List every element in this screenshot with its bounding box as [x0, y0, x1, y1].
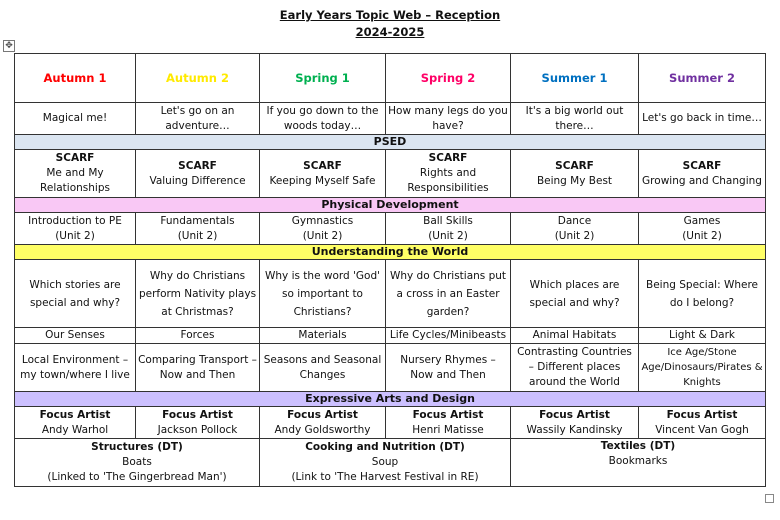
term-header-row — [15, 54, 766, 103]
artist-cell — [15, 407, 136, 439]
artist-name: Vincent Van Gogh — [655, 423, 749, 436]
pe-cell — [260, 213, 386, 245]
psed-title: SCARF — [55, 152, 95, 164]
artist-name: Henri Matisse — [412, 423, 484, 436]
term-label: Summer 1 — [541, 70, 608, 85]
artist-name: Wassily Kandinsky — [526, 423, 623, 436]
pe-cell — [511, 213, 639, 245]
term-label: Autumn 1 — [43, 70, 107, 85]
dt-note: (Linked to 'The Gingerbread Man') — [47, 471, 227, 483]
re-cell: Why is the word 'God' so important to Christians? — [260, 260, 386, 328]
term-header — [511, 54, 639, 103]
pe-unit-name: Games — [683, 214, 721, 227]
artist-row — [15, 407, 766, 439]
pe-unit-number: (Unit 2) — [428, 229, 468, 242]
science-cell: Animal Habitats — [511, 328, 639, 344]
term-label: Summer 2 — [669, 70, 735, 85]
science-cell: Forces — [136, 328, 260, 344]
pe-unit-name: Introduction to PE — [28, 214, 122, 227]
artist-cell — [511, 407, 639, 439]
expressive-band — [15, 392, 766, 407]
pe-unit-name: Dance — [557, 214, 592, 227]
re-row — [15, 260, 766, 328]
artist-cell — [136, 407, 260, 439]
pe-unit-name: Gymnastics — [291, 214, 354, 227]
psed-title: SCARF — [178, 159, 217, 172]
pe-unit-number: (Unit 2) — [55, 229, 95, 242]
pe-cell — [386, 213, 511, 245]
artist-title: Focus Artist — [162, 408, 233, 421]
psed-text: Rights and Responsibilities — [407, 167, 489, 194]
term-header — [386, 54, 511, 103]
re-cell: Which places are special and why? — [511, 260, 639, 328]
dt-cell — [511, 439, 766, 487]
humanities-cell: Local Environment – my town/where I live — [15, 344, 136, 392]
humanities-row — [15, 344, 766, 392]
re-cell: Which stories are special and why? — [15, 260, 136, 328]
physical-row — [15, 213, 766, 245]
artist-title: Focus Artist — [287, 408, 358, 421]
psed-cell — [260, 150, 386, 198]
topic-cell: Magical me! — [15, 103, 136, 135]
term-header — [639, 54, 766, 103]
pe-unit-number: (Unit 2) — [554, 229, 595, 242]
pe-unit-name: Fundamentals — [160, 214, 235, 227]
dt-cell — [15, 439, 260, 487]
pe-unit-name: Ball Skills — [423, 214, 473, 227]
science-row — [15, 328, 766, 344]
topic-web-table — [14, 53, 766, 487]
psed-cell — [15, 150, 136, 198]
psed-text: Me and My Relationships — [40, 167, 110, 194]
re-cell: Why do Christians put a cross in an Easter garden? — [386, 260, 511, 328]
re-cell: Being Special: Where do I belong? — [639, 260, 766, 328]
humanities-cell: Contrasting Countries – Different places around the World — [511, 344, 639, 392]
humanities-cell: Ice Age/Stone Age/Dinosaurs/Pirates & Knights — [639, 344, 766, 392]
psed-text: Being My Best — [536, 174, 613, 187]
dt-cell — [260, 439, 511, 487]
understanding-band — [15, 245, 766, 260]
psed-title: SCARF — [428, 152, 468, 164]
term-label: Autumn 2 — [166, 70, 229, 85]
artist-cell — [639, 407, 766, 439]
term-label: Spring 1 — [295, 70, 350, 85]
artist-name: Andy Goldsworthy — [274, 423, 371, 436]
term-label: Spring 2 — [420, 70, 476, 85]
topic-cell: It's a big world out there… — [511, 103, 639, 135]
psed-title: SCARF — [555, 159, 594, 172]
psed-cell — [511, 150, 639, 198]
topic-cell: If you go down to the woods today… — [260, 103, 386, 135]
psed-band — [15, 135, 766, 150]
document-title: Early Years Topic Web – Reception — [279, 8, 501, 22]
pe-unit-number: (Unit 2) — [682, 229, 722, 242]
psed-text: Growing and Changing — [642, 174, 762, 187]
topic-row — [15, 103, 766, 135]
dt-item: Soup — [371, 456, 399, 468]
dt-item: Bookmarks — [608, 455, 668, 467]
pe-unit-number: (Unit 2) — [302, 229, 343, 242]
term-header — [136, 54, 260, 103]
artist-cell — [386, 407, 511, 439]
science-cell: Life Cycles/Minibeasts — [386, 328, 511, 344]
humanities-cell: Seasons and Seasonal Changes — [260, 344, 386, 392]
psed-cell — [639, 150, 766, 198]
science-cell: Light & Dark — [639, 328, 766, 344]
artist-title: Focus Artist — [666, 408, 738, 421]
pe-cell — [136, 213, 260, 245]
re-cell: Why do Christians perform Nativity plays at Christmas? — [136, 260, 260, 328]
science-cell: Materials — [260, 328, 386, 344]
humanities-cell: Comparing Transport – Now and Then — [136, 344, 260, 392]
psed-text: Valuing Difference — [149, 174, 246, 187]
psed-row — [15, 150, 766, 198]
dt-row — [15, 439, 766, 487]
pe-cell — [639, 213, 766, 245]
topic-cell: How many legs do you have? — [386, 103, 511, 135]
table-resize-handle[interactable] — [765, 494, 774, 503]
artist-cell — [260, 407, 386, 439]
artist-name: Andy Warhol — [41, 423, 109, 436]
humanities-cell: Nursery Rhymes – Now and Then — [386, 344, 511, 392]
artist-title: Focus Artist — [539, 408, 610, 421]
psed-cell — [136, 150, 260, 198]
pe-unit-number: (Unit 2) — [177, 229, 218, 242]
physical-heading: Physical Development — [15, 198, 766, 213]
artist-name: Jackson Pollock — [157, 423, 238, 436]
psed-title: SCARF — [303, 159, 342, 172]
understanding-heading: Understanding the World — [15, 245, 766, 260]
psed-heading: PSED — [15, 135, 766, 150]
artist-title: Focus Artist — [39, 408, 111, 421]
term-header — [260, 54, 386, 103]
physical-band — [15, 198, 766, 213]
artist-title: Focus Artist — [412, 408, 484, 421]
dt-item: Boats — [122, 456, 152, 468]
psed-text: Keeping Myself Safe — [269, 174, 376, 187]
science-cell: Our Senses — [15, 328, 136, 344]
topic-cell: Let's go on an adventure… — [136, 103, 260, 135]
expressive-heading: Expressive Arts and Design — [15, 392, 766, 407]
dt-title: Cooking and Nutrition (DT) — [305, 441, 465, 453]
psed-cell — [386, 150, 511, 198]
term-header — [15, 54, 136, 103]
table-move-handle-icon[interactable]: ✥ — [3, 40, 15, 52]
dt-note: (Link to 'The Harvest Festival in RE) — [291, 471, 479, 483]
pe-cell — [15, 213, 136, 245]
dt-title: Structures (DT) — [91, 441, 183, 453]
psed-title: SCARF — [682, 159, 722, 172]
document-year: 2024-2025 — [355, 25, 425, 39]
dt-title: Textiles (DT) — [600, 440, 676, 452]
topic-cell: Let's go back in time… — [639, 103, 766, 135]
